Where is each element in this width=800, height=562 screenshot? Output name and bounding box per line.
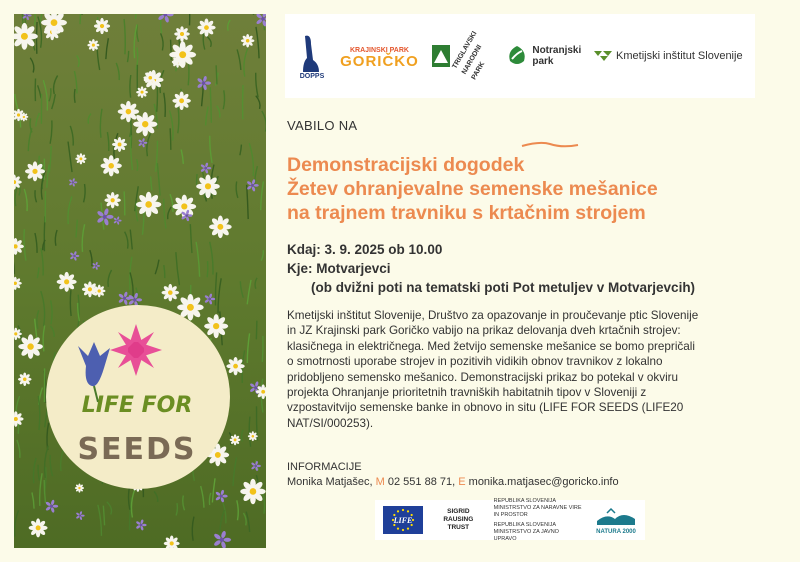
logo-notranjski bbox=[506, 45, 581, 67]
svg-text:NATURA 2000: NATURA 2000 bbox=[596, 529, 636, 535]
body-line: pridobljeno semensko mešanico. Demonstracijski prikaz bo potekal v okviru bbox=[287, 370, 679, 384]
daisy bbox=[18, 372, 32, 386]
goricko-sub: GORIČKO bbox=[340, 53, 419, 70]
meadow-photo bbox=[14, 14, 266, 548]
contact-phone[interactable]: 02 551 88 71, bbox=[387, 476, 456, 488]
body-line: klasičnega in električnega. Med žetvijo semenske mešanice se bomo prepričali bbox=[287, 339, 695, 353]
contact-info bbox=[287, 460, 619, 490]
daisy bbox=[75, 483, 84, 492]
daisy bbox=[174, 26, 190, 42]
daisy bbox=[169, 41, 196, 68]
daisy bbox=[172, 92, 191, 111]
eu-life-logo bbox=[383, 506, 423, 534]
title-line-2: Žetev ohranjevalne semenske mešanice bbox=[287, 178, 658, 200]
partner-logos bbox=[285, 14, 755, 98]
event-title bbox=[287, 153, 747, 225]
event-place: Kje: Motvarjevci bbox=[287, 261, 391, 276]
daisy bbox=[18, 334, 43, 359]
logo-goricko bbox=[340, 45, 419, 70]
invite-label: VABILO NA bbox=[287, 118, 358, 133]
daisy bbox=[133, 112, 157, 136]
body-line: Kmetijski inštitut Slovenije, Društvo za opazovanje in proučevanje ptic Slovenije bbox=[287, 309, 699, 322]
logo-dopps bbox=[297, 34, 327, 78]
sigrid-rausing-logo: SIGRID RAUSING TRUST bbox=[443, 508, 474, 531]
notranjski-sub: park bbox=[532, 56, 554, 67]
badge-line1: LIFE FOR bbox=[81, 393, 193, 418]
logo-triglav bbox=[432, 29, 494, 81]
daisy bbox=[136, 192, 161, 217]
daisy bbox=[104, 192, 120, 208]
daisy bbox=[93, 285, 106, 298]
daisy bbox=[112, 137, 127, 152]
notranjski-label: Notranjski bbox=[532, 45, 582, 56]
event-date: Kdaj: 3. 9. 2025 ob 10.00 bbox=[287, 242, 443, 257]
daisy bbox=[162, 284, 179, 301]
contact-line bbox=[287, 475, 619, 490]
life-for-seeds-badge bbox=[46, 305, 230, 489]
badge-line2: SEEDS bbox=[77, 432, 197, 467]
logo-kis bbox=[594, 49, 743, 63]
body-line: o smotrnosti uporabe strojev in pozitivih vidikih obnov travnikov z lokalno bbox=[287, 355, 663, 369]
daisy bbox=[230, 434, 241, 445]
daisy bbox=[196, 175, 220, 199]
body-line: vzpostavitvijo semenske banke in obnovo in situ (LIFE FOR SEEDS (LIFE20 bbox=[287, 401, 684, 415]
daisy bbox=[241, 34, 254, 47]
daisy bbox=[101, 155, 122, 176]
goricko-label: KRAJINSKI PARK bbox=[349, 47, 409, 54]
daisy bbox=[94, 18, 110, 34]
swoosh-decoration bbox=[520, 140, 580, 150]
triglav-label: TRIGLAVSKI NARODNI PARK bbox=[451, 29, 486, 81]
daisy bbox=[29, 518, 48, 537]
bird-icon bbox=[297, 34, 327, 78]
leaf-icon bbox=[506, 45, 528, 67]
title-line-3: na trajnem travniku s krtačnim strojem bbox=[287, 202, 646, 224]
daisy bbox=[136, 86, 148, 98]
invitation-body bbox=[287, 308, 757, 431]
contact-name: Monika Matjašec, bbox=[287, 476, 373, 488]
daisy bbox=[209, 216, 232, 239]
svg-text:LIFE: LIFE bbox=[393, 516, 413, 525]
mobile-label: M bbox=[375, 476, 385, 488]
daisy bbox=[226, 357, 244, 375]
body-line: projekta Ohranjanje prioritetnih travniških habitatnih tipov v Sloveniji z bbox=[287, 386, 647, 400]
meadow-image bbox=[14, 14, 266, 548]
info-heading: INFORMACIJE bbox=[287, 461, 362, 473]
daisy bbox=[197, 19, 215, 37]
daisy bbox=[25, 161, 45, 181]
daisy bbox=[240, 479, 266, 505]
mountain-icon bbox=[432, 45, 450, 67]
title-line-1: Demonstracijski dogodek bbox=[287, 154, 525, 176]
contact-email[interactable]: monika.matjasec@goricko.info bbox=[468, 476, 619, 488]
daisy bbox=[57, 272, 77, 292]
event-details bbox=[287, 240, 695, 297]
kis-label: Kmetijski inštitut Slovenije bbox=[616, 50, 743, 62]
daisy bbox=[118, 101, 139, 122]
daisy bbox=[204, 314, 228, 338]
daisy bbox=[248, 431, 258, 441]
ministry-2: REPUBLIKA SLOVENIJA MINISTRSTVO ZA JAVNO UPRAVO bbox=[493, 521, 559, 542]
email-label: E bbox=[458, 476, 466, 488]
daisy bbox=[75, 153, 86, 164]
svg-text:DOPPS: DOPPS bbox=[300, 73, 325, 78]
daisy bbox=[87, 39, 99, 51]
natura-2000-logo bbox=[595, 505, 637, 535]
kis-icon bbox=[594, 49, 612, 63]
ministry-1: REPUBLIKA SLOVENIJA MINISTRSTVO ZA NARAVNE VIRE IN PROSTOR bbox=[493, 497, 582, 518]
sponsor-logos bbox=[375, 497, 645, 542]
daisy bbox=[143, 71, 157, 85]
body-line: NAT/SI/000253). bbox=[287, 416, 374, 430]
body-line: in JZ Krajinski park Goričko vabijo na prikaz delovanja dveh krtačnih strojev: bbox=[287, 324, 681, 338]
event-place-note: (ob dvižni poti na tematski poti Pot metuljev v Motvarjevcih) bbox=[311, 280, 696, 295]
ministry-logos bbox=[494, 498, 582, 543]
